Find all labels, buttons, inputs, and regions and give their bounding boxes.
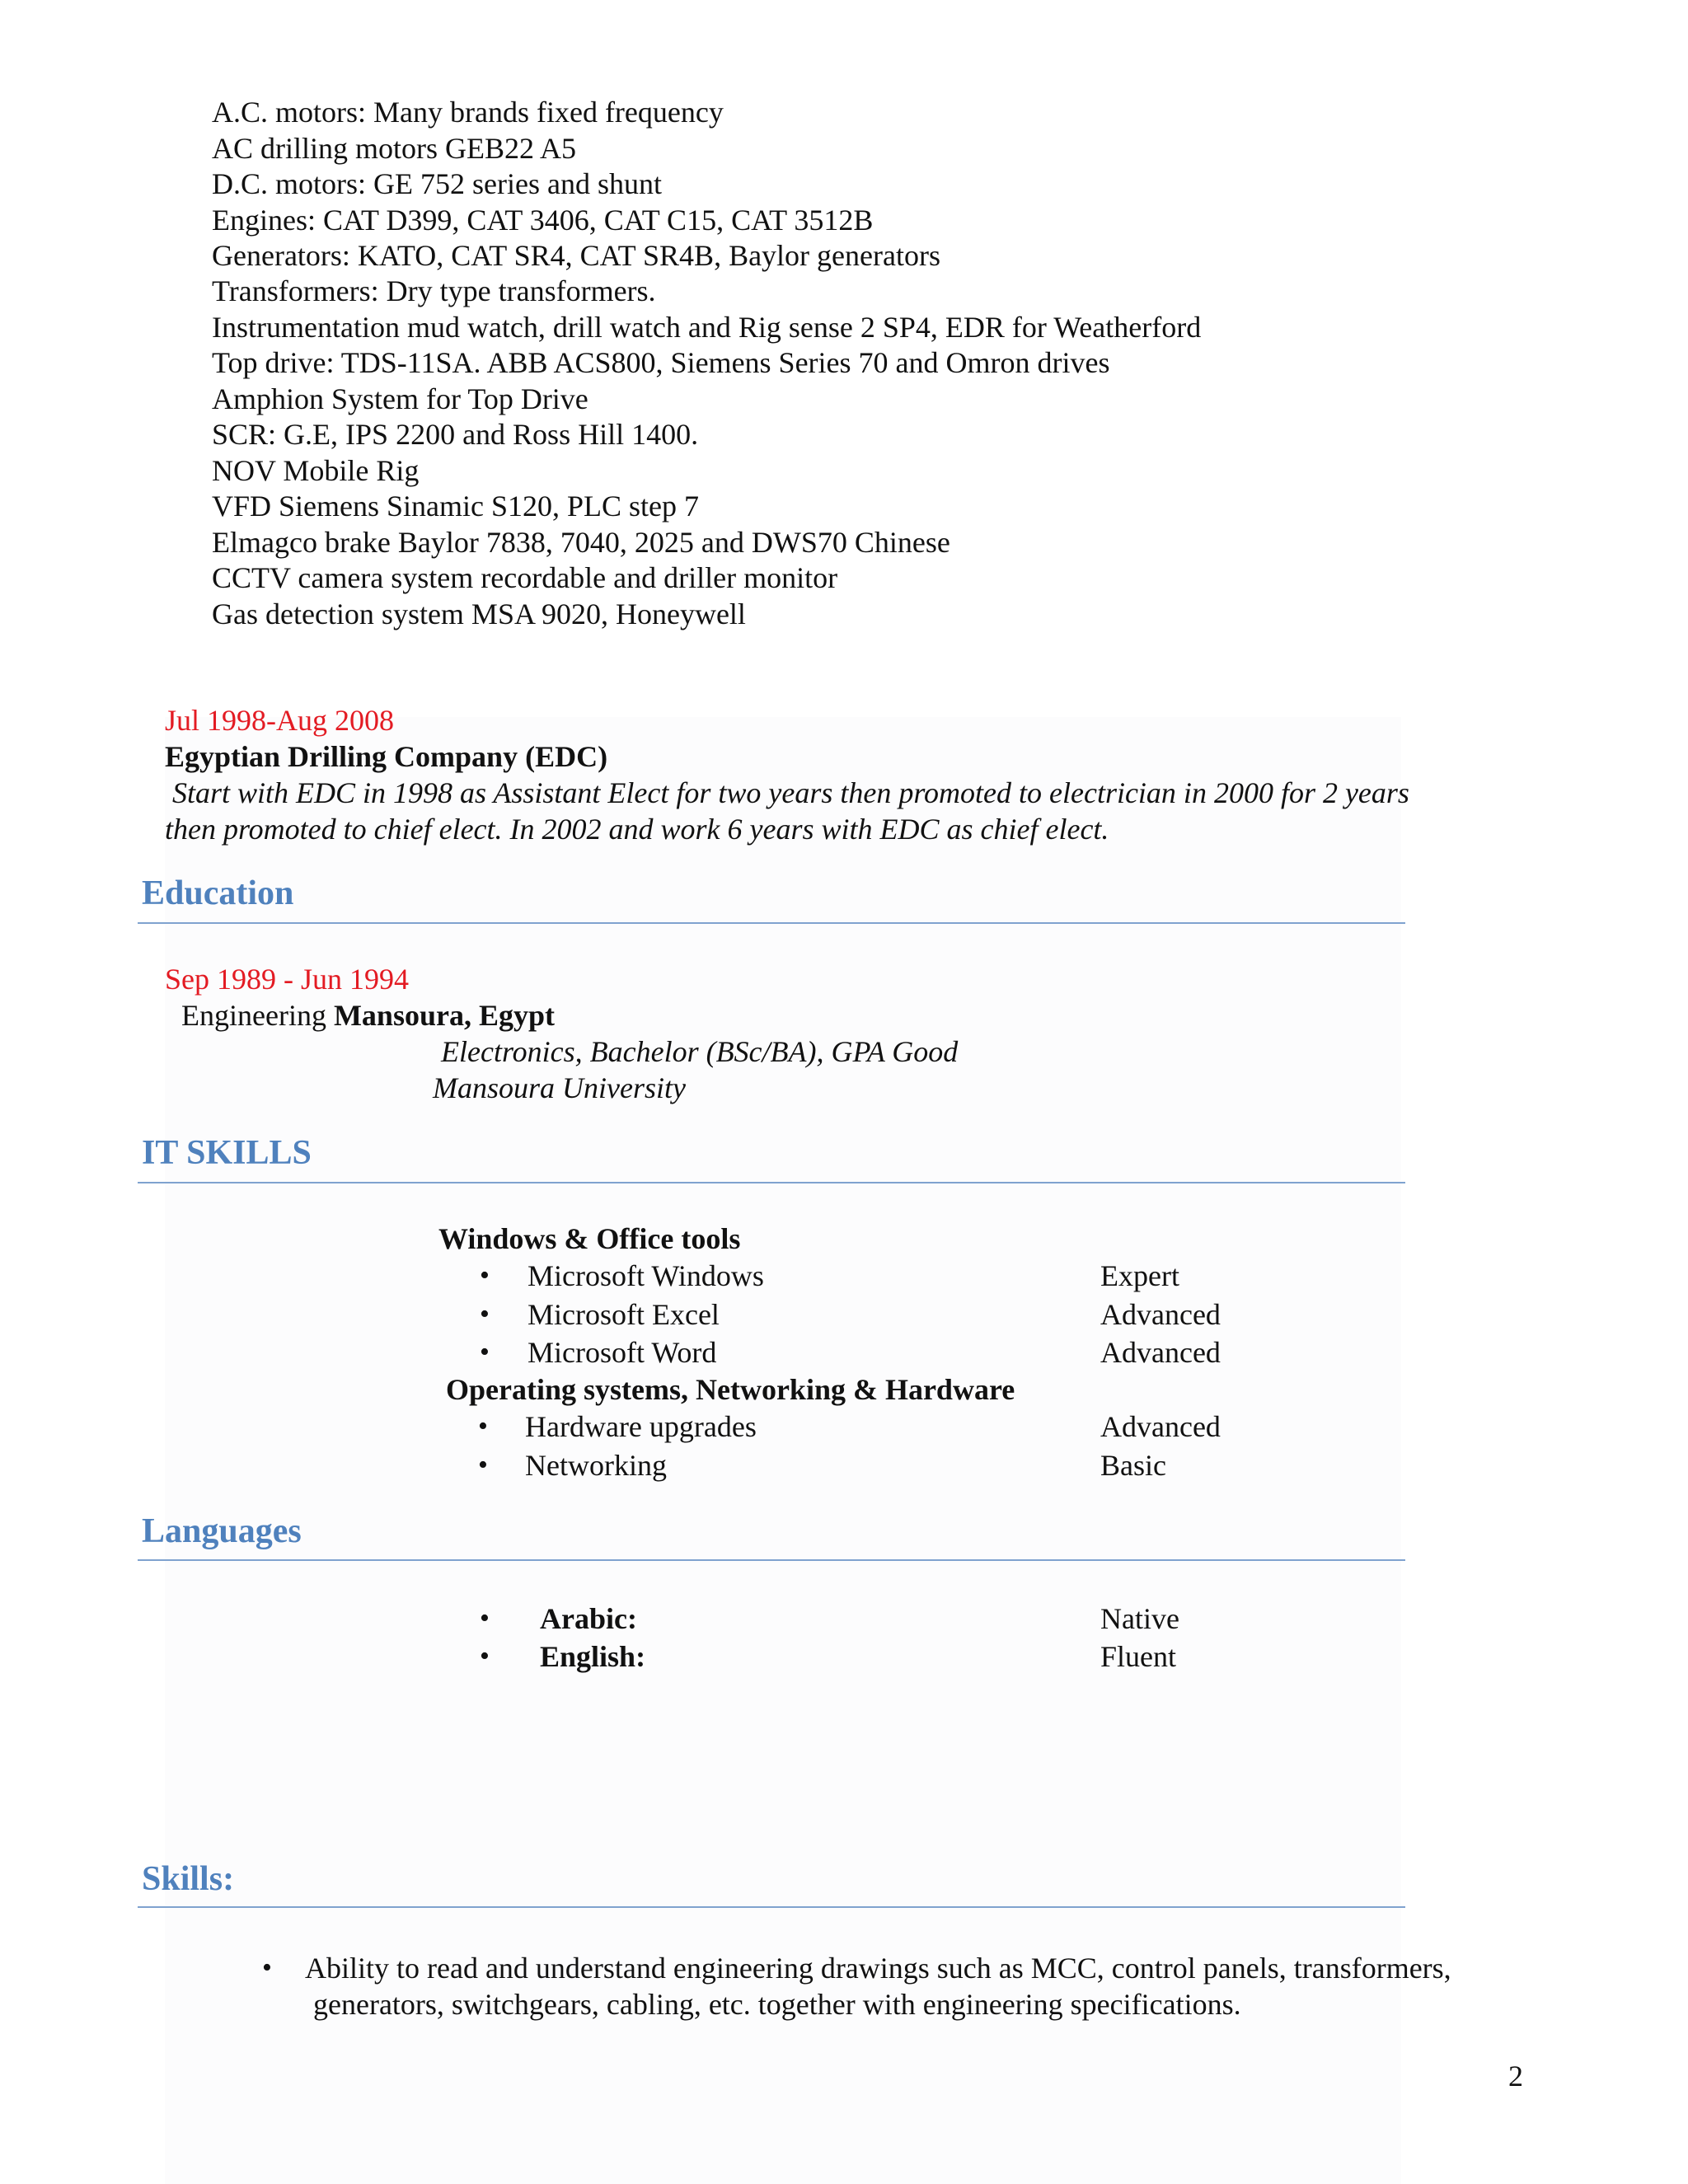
skill-item-line: generators, switchgears, cabling, etc. together with engineering specifications. — [313, 1988, 1241, 2021]
equipment-item: Engines: CAT D399, CAT 3406, CAT C15, CAT 3512B — [212, 204, 874, 237]
it-skill-level: Advanced — [1100, 1410, 1221, 1443]
equipment-item: NOV Mobile Rig — [212, 454, 420, 487]
section-divider — [138, 1182, 1405, 1183]
it-skill-name: Hardware upgrades — [525, 1410, 757, 1443]
section-divider — [138, 1906, 1405, 1908]
bullet-icon: • — [478, 1411, 488, 1441]
equipment-item: Elmagco brake Baylor 7838, 7040, 2025 and DWS70 Chinese — [212, 526, 950, 559]
education-place: Mansoura, Egypt — [333, 999, 555, 1032]
skills-heading: Skills: — [142, 1860, 235, 1898]
skill-item-line: Ability to read and understand engineering drawings such as MCC, control panels, transformers, — [305, 1952, 1451, 1985]
section-divider — [138, 1559, 1405, 1561]
bullet-icon: • — [480, 1299, 490, 1329]
equipment-item: SCR: G.E, IPS 2200 and Ross Hill 1400. — [212, 418, 699, 451]
language-level: Native — [1100, 1602, 1179, 1635]
job-description-line: then promoted to chief elect. In 2002 and work 6 years with EDC as chief elect. — [165, 813, 1109, 846]
education-university: Mansoura University — [433, 1071, 686, 1104]
bullet-icon: • — [480, 1603, 490, 1633]
equipment-item: Transformers: Dry type transformers. — [212, 274, 656, 307]
equipment-item: Amphion System for Top Drive — [212, 382, 588, 415]
bullet-icon: • — [480, 1641, 490, 1671]
language-name: Arabic: — [540, 1602, 637, 1635]
it-skills-heading: IT SKILLS — [142, 1134, 312, 1172]
equipment-item: Top drive: TDS-11SA. ABB ACS800, Siemens Series 70 and Omron drives — [212, 346, 1110, 379]
equipment-item: AC drilling motors GEB22 A5 — [212, 132, 577, 165]
equipment-item: Generators: KATO, CAT SR4, CAT SR4B, Baylor generators — [212, 239, 940, 272]
it-skills-group-title: Windows & Office tools — [438, 1222, 741, 1255]
it-skill-name: Microsoft Windows — [528, 1259, 764, 1292]
bullet-icon: • — [480, 1337, 490, 1367]
education-field: Engineering — [181, 999, 334, 1032]
education-heading: Education — [142, 874, 294, 912]
equipment-item: Gas detection system MSA 9020, Honeywell — [212, 598, 746, 630]
equipment-item: D.C. motors: GE 752 series and shunt — [212, 167, 662, 200]
education-degree: Electronics, Bachelor (BSc/BA), GPA Good — [441, 1035, 959, 1068]
bullet-icon: • — [480, 1260, 490, 1291]
bullet-icon: • — [262, 1952, 272, 1983]
it-skills-group-title: Operating systems, Networking & Hardware — [446, 1373, 1015, 1406]
bullet-icon: • — [478, 1450, 488, 1480]
language-name: English: — [540, 1640, 646, 1673]
it-skill-level: Advanced — [1100, 1298, 1221, 1331]
equipment-item: Instrumentation mud watch, drill watch and Rig sense 2 SP4, EDR for Weatherford — [212, 311, 1202, 344]
language-level: Fluent — [1100, 1640, 1177, 1673]
section-divider — [138, 922, 1405, 924]
equipment-item: VFD Siemens Sinamic S120, PLC step 7 — [212, 490, 700, 523]
languages-heading: Languages — [142, 1512, 302, 1550]
it-skill-level: Advanced — [1100, 1336, 1221, 1369]
job-company: Egyptian Drilling Company (EDC) — [165, 740, 608, 773]
it-skill-name: Microsoft Excel — [528, 1298, 720, 1331]
equipment-item: A.C. motors: Many brands fixed frequency — [212, 96, 724, 129]
it-skill-name: Microsoft Word — [528, 1336, 717, 1369]
job-description-line: Start with EDC in 1998 as Assistant Elect for two years then promoted to electrician in 2000 for 2 years — [165, 776, 1409, 809]
job-dates: Jul 1998-Aug 2008 — [165, 704, 394, 737]
equipment-item: CCTV camera system recordable and driller monitor — [212, 561, 838, 594]
page-number: 2 — [1508, 2060, 1523, 2093]
it-skill-level: Expert — [1100, 1259, 1179, 1292]
education-dates: Sep 1989 - Jun 1994 — [165, 963, 409, 996]
education-field-line — [181, 997, 555, 1033]
it-skill-name: Networking — [525, 1449, 667, 1482]
it-skill-level: Basic — [1100, 1449, 1166, 1482]
